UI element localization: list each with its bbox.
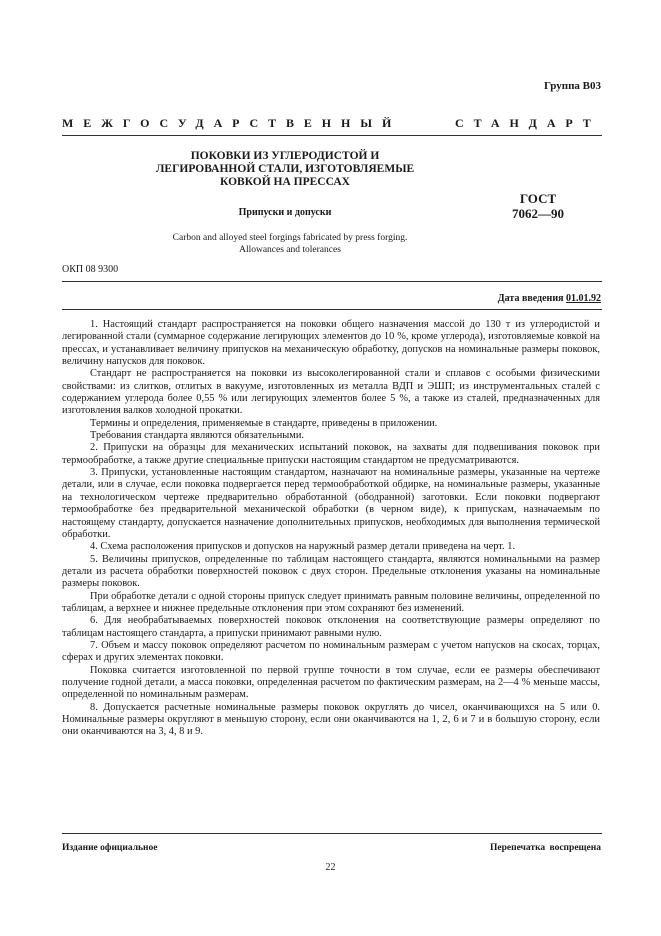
paragraph: 8. Допускается расчетные номинальные размеры поковок округлять до чисел, оканчивающихся на 5 или 0. Номинальные размеры округляют в меньшую сторону, если они оканчиваются на 1, 2, 6 и 7 и в большую сторону, если они оканчиваются на 3, 4, 8 и 9. <box>62 701 600 738</box>
english-title-line: Allowances and tolerances <box>239 245 341 255</box>
gost-designation <box>498 191 578 221</box>
page-number: 22 <box>325 862 336 873</box>
document-body <box>62 319 600 739</box>
paragraph: 7. Объем и массу поковок определяют расчетом по номинальным размерам с учетом напусков на скосах, торцах, сферах и других элементах поковки. <box>62 639 600 664</box>
group-code: Группа В03 <box>543 80 601 92</box>
official-edition: Издание официальное <box>62 843 158 853</box>
title-line: ПОКОВКИ ИЗ УГЛЕРОДИСТОЙ И <box>190 150 380 162</box>
english-title <box>90 232 490 256</box>
paragraph: 4. Схема расположения припусков и допусков на наружный размер детали приведена на черт. 1. <box>90 541 516 553</box>
title-line: КОВКОЙ НА ПРЕССАХ <box>220 176 350 188</box>
paragraph: Термины и определения, применяемые в стандарте, приведены в приложении. <box>90 417 438 429</box>
document-title <box>120 150 450 189</box>
intro-date-label: Дата введения <box>497 293 564 304</box>
paragraph: Стандарт не распространяется на поковки из высоколегированной стали и сплавов с особыми физическими свойствами: из слитков, отлитых в вакууме, изготовленных из металла ВДП и ЭШП; из инструментальных сталей с содержанием углерода более 0,55 % или легирующих элементов более 5 %, а также из сталей, предназначенных для изготовления валков холодной прокатки. <box>62 368 600 417</box>
paragraph: 6. Для необрабатываемых поверхностей поковок отклонения на соответствующие размеры определяют по таблицам настоящего стандарта, а припуски принимают равными нулю. <box>62 615 600 639</box>
paragraph: Требования стандарта являются обязательными. <box>90 430 305 442</box>
introduction-date <box>498 293 601 304</box>
header-interstate: МЕЖГОСУДАРСТВЕННЫЙ <box>62 116 402 130</box>
date-rule <box>62 309 602 310</box>
paragraph: Поковка считается изготовленной по первой группе точности в том случае, если ее размеры обеспечивают получение годной детали, а масса поковки, определенная расчетом по фактическим размерам, на 2—4 % меньше массы, определенной по номинальным размерам. <box>62 664 600 701</box>
paragraph: При обработке детали с одной стороны припуск следует принимать равным половине величины, определенной по таблицам, а верхнее и нижнее предельные отклонения при этом сохраняют без изменений. <box>62 590 600 614</box>
header-rule <box>62 135 602 136</box>
document-subtitle: Припуски и допуски <box>238 207 332 218</box>
okp-code: ОКП 08 9300 <box>62 264 119 275</box>
paragraph: 3. Припуски, установленные настоящим стандартом, назначают на номинальные размеры, указанные на чертеже детали, или в случае, если поковка подвергается перед термообработкой обдирке, на номинальные размеры, указанные на технологическом чертеже предварительно обработанной (ободранной) заготовки. Если поковки подвергают термообработке без предварительной механической обработки (в черном виде), к припускам, назначаемым по настоящему стандарту, допускается назначение дополнительных припусков, необходимых для выполнения термической обработки. <box>62 467 600 540</box>
title-line: ЛЕГИРОВАННОЙ СТАЛИ, ИЗГОТОВЛЯЕМЫЕ <box>155 163 415 175</box>
english-title-line: Carbon and alloyed steel forgings fabricated by press forging. <box>172 233 408 243</box>
paragraph: 2. Припуски на образцы для механических испытаний поковок, на захваты для подвешивания поковок при термообработке, а также другие специальные припуски настоящим стандартом не предусматриваются. <box>62 442 600 466</box>
intro-date-value: 01.01.92 <box>566 293 601 304</box>
paragraph: 5. Величины припусков, определенные по таблицам настоящего стандарта, являются номинальными на размер детали из расчета обработки поверхностей поковок с двух сторон. Предельные отклонения указаны на номинальные размеры поковок. <box>62 553 600 590</box>
paragraph: 1. Настоящий стандарт распространяется на поковки общего назначения массой до 130 т из углеродистой и легированной стали (суммарное содержание легирующих элементов до 10 %, кроме углерода), изготовляемые ковкой на прессах, и устанавливает величину припусков на механическую обработку, допусков на номинальные размеры поковок, величину напусков для поковок. <box>62 319 600 368</box>
header-standard: СТАНДАРТ <box>455 116 601 130</box>
gost-number: 7062—90 <box>512 206 564 221</box>
gost-label: ГОСТ <box>519 191 557 206</box>
footer-rule <box>62 833 602 834</box>
reprint-prohibited: Перепечатка воспрещена <box>489 843 601 853</box>
okp-rule <box>62 281 602 282</box>
